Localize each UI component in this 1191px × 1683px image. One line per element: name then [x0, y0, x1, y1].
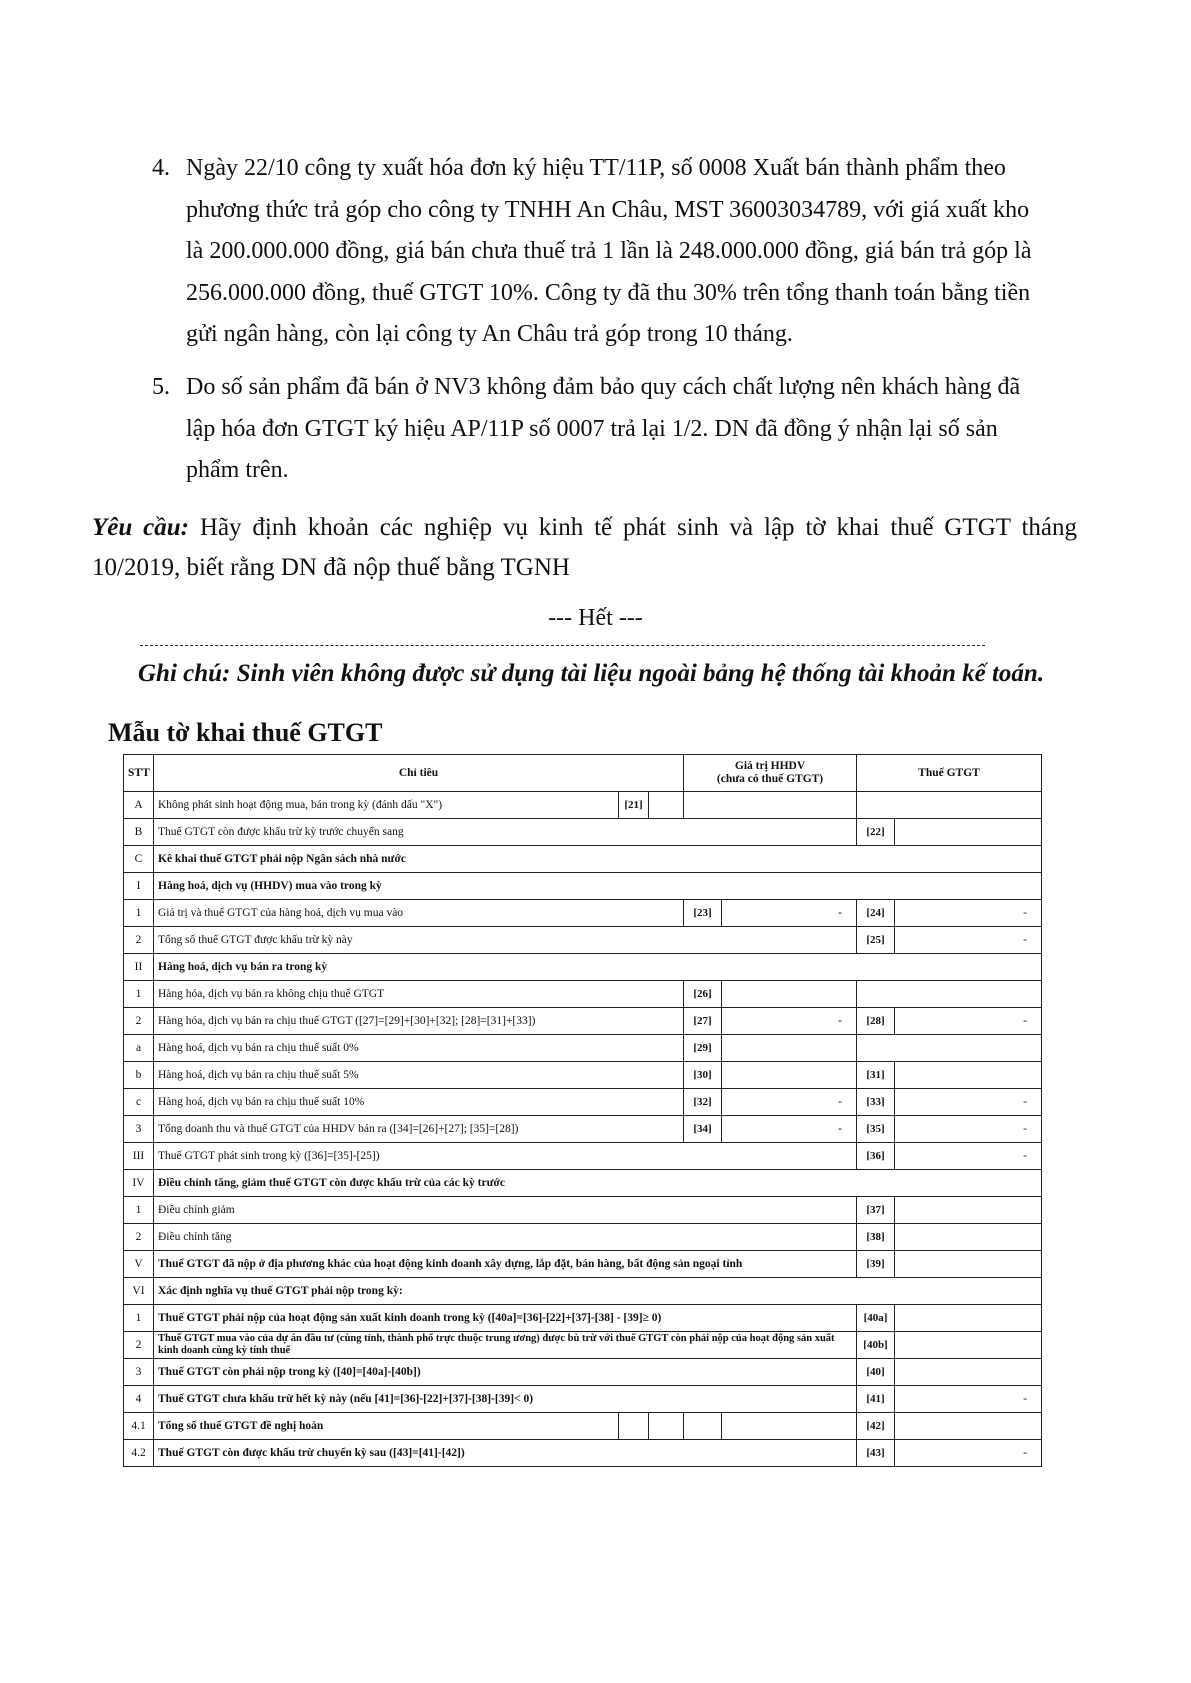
row-tax — [895, 819, 1042, 846]
table-row — [124, 1305, 1042, 1332]
row-tax — [895, 1062, 1042, 1089]
row-value — [722, 981, 857, 1008]
row-tax-code: [39] — [857, 1251, 895, 1278]
table-row — [124, 981, 1042, 1008]
header-stt: STT — [124, 755, 154, 792]
header-indicator: Chỉ tiêu — [154, 755, 684, 792]
table-row — [124, 1278, 1042, 1305]
row-tax-code: [40a] — [857, 1305, 895, 1332]
row-label: Tổng số thuế GTGT được khấu trừ kỳ này — [154, 927, 857, 954]
row-value-code: [27] — [684, 1008, 722, 1035]
row-tax: - — [895, 1116, 1042, 1143]
row-tax — [857, 981, 1042, 1008]
row-value: - — [722, 1008, 857, 1035]
row-tax-code: [31] — [857, 1062, 895, 1089]
row-stt: 4 — [124, 1386, 154, 1413]
row-stt: 2 — [124, 1224, 154, 1251]
item-number: 5. — [152, 374, 170, 400]
row-stt: 3 — [124, 1359, 154, 1386]
header-value-title: Giá trị HHDV — [734, 760, 806, 772]
item-line: gửi ngân hàng, còn lại công ty An Châu trả góp trong 10 tháng. — [186, 321, 793, 347]
row-tax — [895, 1332, 1042, 1359]
requirement-label: Yêu cầu: — [92, 514, 189, 541]
table-row — [124, 1440, 1042, 1467]
header-value — [684, 755, 857, 792]
row-stt: I — [124, 873, 154, 900]
row-value-code: [26] — [684, 981, 722, 1008]
row-stt: b — [124, 1062, 154, 1089]
table-row — [124, 1413, 1042, 1440]
row-blank-cell — [722, 1413, 857, 1440]
row-stt: 4.1 — [124, 1413, 154, 1440]
requirement-paragraph — [92, 508, 1077, 588]
row-stt: C — [124, 846, 154, 873]
row-tax: - — [895, 900, 1042, 927]
form-title: Mẫu tờ khai thuế GTGT — [108, 718, 383, 747]
item-line: Ngày 22/10 công ty xuất hóa đơn ký hiệu TT/11P, số 0008 Xuất bán thành phẩm theo — [186, 155, 1006, 181]
row-label: Hàng hoá, dịch vụ (HHDV) mua vào trong kỳ — [154, 873, 1042, 900]
row-value — [722, 1062, 857, 1089]
row-value: - — [722, 1116, 857, 1143]
row-tax — [895, 1413, 1042, 1440]
table-row — [124, 1143, 1042, 1170]
row-value-code: [32] — [684, 1089, 722, 1116]
row-label: Hàng hoá, dịch vụ bán ra chịu thuế suất 0% — [154, 1035, 684, 1062]
row-tax-code: [25] — [857, 927, 895, 954]
row-label: Thuế GTGT còn phải nộp trong kỳ ([40]=[40a]-[40b]) — [154, 1359, 857, 1386]
table-row — [124, 1089, 1042, 1116]
row-stt: 2 — [124, 927, 154, 954]
row-checkbox — [649, 792, 684, 819]
item-line: phẩm trên. — [186, 457, 289, 483]
row-label: Kê khai thuế GTGT phải nộp Ngân sách nhà nước — [154, 846, 1042, 873]
item-line: 256.000.000 đồng, thuế GTGT 10%. Công ty đã thu 30% trên tổng thanh toán bằng tiền — [186, 279, 1031, 306]
row-tax — [895, 1359, 1042, 1386]
row-tax-code: [42] — [857, 1413, 895, 1440]
table-row — [124, 1197, 1042, 1224]
row-label: Hàng hóa, dịch vụ bán ra chịu thuế GTGT ([27]=[29]+[30]+[32]; [28]=[31]+[33]) — [154, 1008, 684, 1035]
row-tax: - — [895, 1386, 1042, 1413]
table-row — [124, 1008, 1042, 1035]
table-header-row — [124, 755, 1042, 792]
row-tax: - — [895, 1089, 1042, 1116]
row-tax-code: [33] — [857, 1089, 895, 1116]
row-label: Thuế GTGT chưa khấu trừ hết kỳ này (nếu [41]=[36]-[22]+[37]-[38]-[39]< 0) — [154, 1386, 857, 1413]
row-stt: 1 — [124, 981, 154, 1008]
table-row — [124, 1332, 1042, 1359]
item-line: phương thức trả góp cho công ty TNHH An Châu, MST 36003034789, với giá xuất kho — [186, 196, 1030, 223]
row-stt: a — [124, 1035, 154, 1062]
row-tax — [895, 1224, 1042, 1251]
row-stt: 1 — [124, 900, 154, 927]
row-stt: V — [124, 1251, 154, 1278]
row-label: Điều chỉnh tăng, giảm thuế GTGT còn được khấu trừ của các kỳ trước — [154, 1170, 1042, 1197]
row-value: - — [722, 900, 857, 927]
table-row — [124, 1224, 1042, 1251]
row-value: - — [722, 1089, 857, 1116]
row-tax — [857, 1035, 1042, 1062]
table-row — [124, 1116, 1042, 1143]
header-value-sub: (chưa có thuế GTGT) — [716, 773, 824, 785]
row-label: Giá trị và thuế GTGT của hàng hoá, dịch vụ mua vào — [154, 900, 684, 927]
row-tax-code: [36] — [857, 1143, 895, 1170]
row-value-code: [29] — [684, 1035, 722, 1062]
row-tax — [895, 1251, 1042, 1278]
note-text: Ghi chú: Sinh viên không được sử dụng tài liệu ngoài bảng hệ thống tài khoản kế toán. — [138, 660, 1045, 687]
row-value — [684, 792, 857, 819]
row-stt: B — [124, 819, 154, 846]
row-tax — [857, 792, 1042, 819]
table-row — [124, 819, 1042, 846]
row-label: Thuế GTGT phát sinh trong kỳ ([36]=[35]-[25]) — [154, 1143, 857, 1170]
row-stt: A — [124, 792, 154, 819]
end-marker: --- Hết --- — [548, 605, 643, 631]
row-label: Thuế GTGT phải nộp của hoạt động sản xuất kinh doanh trong kỳ ([40a]=[36]-[22]+[37]-[38] - [39]≥ 0) — [154, 1305, 857, 1332]
row-label: Thuế GTGT mua vào của dự án đầu tư (cùng tỉnh, thành phố trực thuộc trung ương) được bù trừ với thuế GTGT còn phải nộp của hoạt động sản xuất kinh doanh cùng kỳ tính thuế — [154, 1332, 857, 1359]
row-value-code: [30] — [684, 1062, 722, 1089]
row-tax-code: [40b] — [857, 1332, 895, 1359]
row-label: Hàng hoá, dịch vụ bán ra trong kỳ — [154, 954, 1042, 981]
item-number: 4. — [152, 155, 170, 181]
row-tax: - — [895, 1008, 1042, 1035]
row-label: Xác định nghĩa vụ thuế GTGT phải nộp trong kỳ: — [154, 1278, 1042, 1305]
row-tax-code: [37] — [857, 1197, 895, 1224]
row-label: Thuế GTGT còn được khấu trừ chuyển kỳ sau ([43]=[41]-[42]) — [154, 1440, 857, 1467]
header-tax: Thuế GTGT — [857, 755, 1042, 792]
row-tax-code: [28] — [857, 1008, 895, 1035]
table-row — [124, 1359, 1042, 1386]
table-row — [124, 954, 1042, 981]
table-row — [124, 1170, 1042, 1197]
table-row — [124, 846, 1042, 873]
row-label: Tổng doanh thu và thuế GTGT của HHDV bán ra ([34]=[26]+[27]; [35]=[28]) — [154, 1116, 684, 1143]
row-tax: - — [895, 927, 1042, 954]
row-tax — [895, 1305, 1042, 1332]
table-row — [124, 1386, 1042, 1413]
row-tax-code: [24] — [857, 900, 895, 927]
vat-declaration-table — [123, 754, 1042, 1467]
row-stt: 1 — [124, 1305, 154, 1332]
item-line: lập hóa đơn GTGT ký hiệu AP/11P số 0007 trả lại 1/2. DN đã đồng ý nhận lại số sản — [186, 415, 998, 442]
exercise-item-4 — [152, 148, 1092, 356]
row-stt: II — [124, 954, 154, 981]
table-row — [124, 1062, 1042, 1089]
row-value-code: [23] — [684, 900, 722, 927]
row-tax-code: [22] — [857, 819, 895, 846]
row-label: Hàng hoá, dịch vụ bán ra chịu thuế suất 5% — [154, 1062, 684, 1089]
dashed-divider — [140, 645, 985, 646]
table-row — [124, 873, 1042, 900]
row-tax-code: [41] — [857, 1386, 895, 1413]
table-row — [124, 1035, 1042, 1062]
row-stt: 1 — [124, 1197, 154, 1224]
row-label: Hàng hoá, dịch vụ bán ra chịu thuế suất 10% — [154, 1089, 684, 1116]
row-label: Không phát sinh hoạt động mua, bán trong kỳ (đánh dấu "X") — [154, 792, 619, 819]
row-tax — [895, 1197, 1042, 1224]
row-stt: VI — [124, 1278, 154, 1305]
row-stt: c — [124, 1089, 154, 1116]
row-stt: 4.2 — [124, 1440, 154, 1467]
row-value — [722, 1035, 857, 1062]
requirement-text: Hãy định khoản các nghiệp vụ kinh tế phát sinh và lập tờ khai thuế GTGT tháng 10/2019, biết rằng DN đã nộp thuế bằng TGNH — [92, 514, 1077, 581]
table-row — [124, 900, 1042, 927]
item-line: là 200.000.000 đồng, giá bán chưa thuế trả 1 lần là 248.000.000 đồng, giá bán trả góp là — [186, 238, 1032, 264]
table-row — [124, 1251, 1042, 1278]
row-tax-code: [40] — [857, 1359, 895, 1386]
row-label: Điều chỉnh giảm — [154, 1197, 857, 1224]
row-blank-cell — [619, 1413, 649, 1440]
row-label: Thuế GTGT đã nộp ở địa phương khác của hoạt động kinh doanh xây dựng, lắp đặt, bán hàng, bất động sản ngoại tỉnh — [154, 1251, 857, 1278]
exercise-item-5 — [152, 367, 1092, 492]
table-row — [124, 927, 1042, 954]
row-tax-code: [38] — [857, 1224, 895, 1251]
row-value-code: [34] — [684, 1116, 722, 1143]
row-tax-code: [43] — [857, 1440, 895, 1467]
row-stt: 3 — [124, 1116, 154, 1143]
row-stt: 2 — [124, 1332, 154, 1359]
row-tax: - — [895, 1143, 1042, 1170]
row-blank-cell — [684, 1413, 722, 1440]
row-blank-cell — [649, 1413, 684, 1440]
row-tax: - — [895, 1440, 1042, 1467]
row-label: Thuế GTGT còn được khấu trừ kỳ trước chuyển sang — [154, 819, 857, 846]
row-stt: III — [124, 1143, 154, 1170]
row-tax-code: [35] — [857, 1116, 895, 1143]
row-stt: 2 — [124, 1008, 154, 1035]
table-row — [124, 792, 1042, 819]
row-stt: IV — [124, 1170, 154, 1197]
row-label: Điều chỉnh tăng — [154, 1224, 857, 1251]
row-label: Tổng số thuế GTGT đề nghị hoàn — [154, 1413, 619, 1440]
item-line: Do số sản phẩm đã bán ở NV3 không đảm bảo quy cách chất lượng nên khách hàng đã — [186, 374, 1021, 400]
row-label: Hàng hóa, dịch vụ bán ra không chịu thuế GTGT — [154, 981, 684, 1008]
row-code: [21] — [619, 792, 649, 819]
